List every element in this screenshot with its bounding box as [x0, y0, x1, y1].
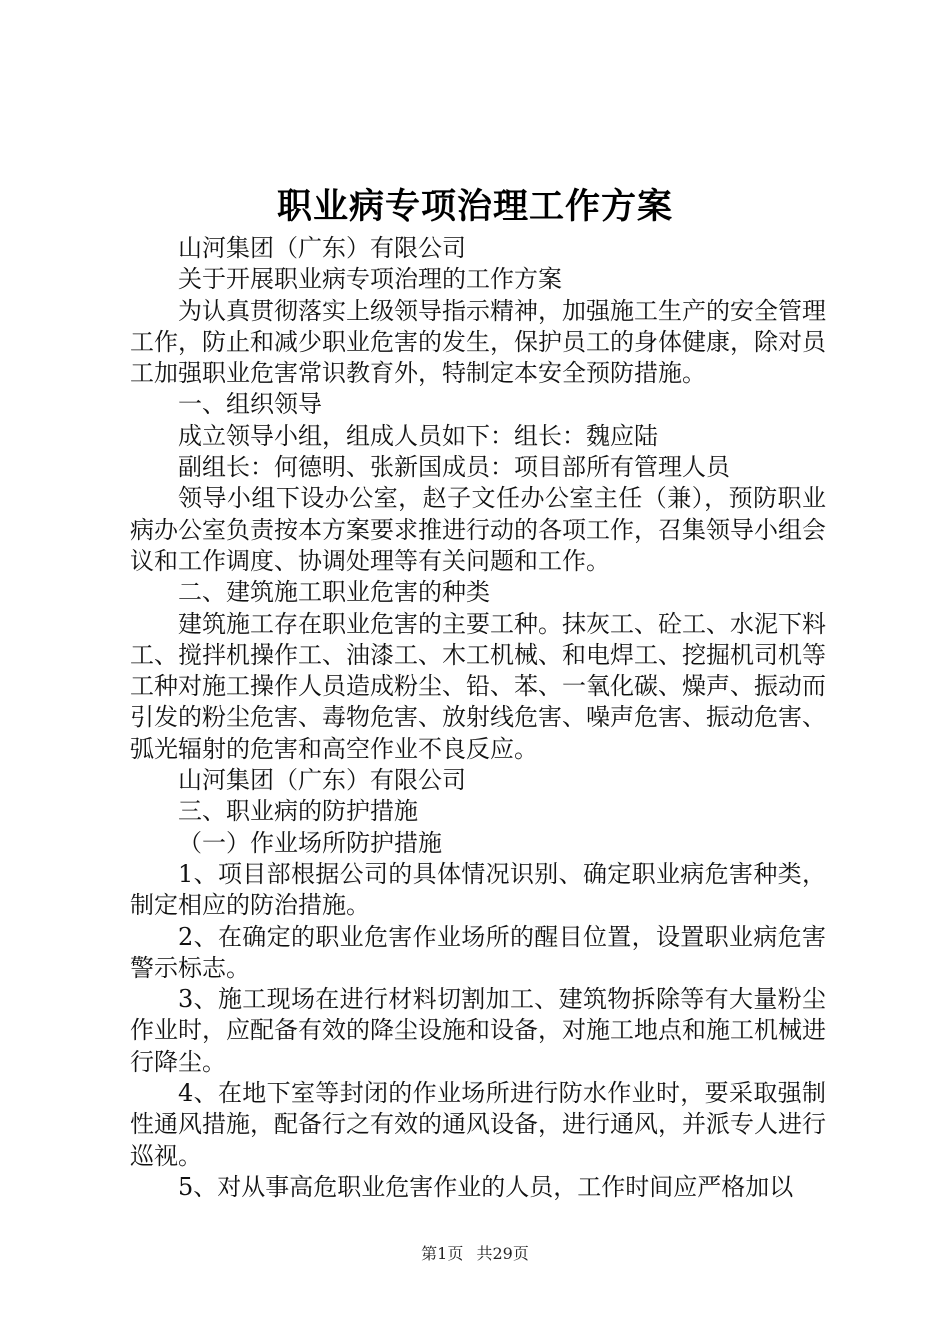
plan-subtitle: 关于开展职业病专项治理的工作方案 [178, 265, 562, 294]
company-name-line-2: 山河集团（广东）有限公司 [178, 766, 466, 795]
section-heading-organization: 一、组织领导 [178, 390, 322, 419]
measure-item-5: 5、对从事高危职业危害作业的人员，工作时间应严格加以 [178, 1172, 794, 1201]
company-name-line: 山河集团（广东）有限公司 [178, 234, 466, 262]
intro-paragraph: 为认真贯彻落实上级领导指示精神，加强施工生产的安全管理工作，防止和减少职业危害的发生，保护员工的身体健康，除对员工加强职业危害常识教育外，特制定本安全预防措施。 [130, 296, 826, 388]
subsection-heading-workplace: （一）作业场所防护措施 [178, 828, 442, 857]
hazard-types-paragraph: 建筑施工存在职业危害的主要工种。抹灰工、砼工、水泥下料工、搅拌机操作工、油漆工、木工机械、和电焊工、挖掘机司机等工种对施工操作人员造成粉尘、铅、苯、一氧化碳、燥声、振动而引发的粉尘危害、毒物危害、放射线危害、噪声危害、振动危害、弧光辐射的危害和高空作业不良反应。 [130, 609, 826, 763]
document-title: 职业病专项治理工作方案 [276, 186, 673, 227]
measure-item-4: 4、在地下室等封闭的作业场所进行防水作业时，要采取强制性通风措施，配备行之有效的通风设备，进行通风，并派专人进行巡视。 [130, 1079, 826, 1170]
page-footer [0, 1243, 950, 1265]
section-heading-hazard-types: 二、建筑施工职业危害的种类 [178, 578, 490, 607]
page-number: 第1页 [421, 1244, 464, 1263]
measure-item-3: 3、施工现场在进行材料切割加工、建筑物拆除等有大量粉尘作业时，应配备有效的降尘设施和设备，对施工地点和施工机械进行降尘。 [130, 985, 826, 1076]
document-body [130, 233, 826, 1203]
measure-item-2: 2、在确定的职业危害作业场所的醒目位置，设置职业病危害警示标志。 [130, 922, 826, 982]
page-total: 共29页 [476, 1244, 529, 1263]
leader-paragraph: 成立领导小组，组成人员如下：组长：魏应陆 [178, 421, 658, 450]
measure-item-1: 1、项目部根据公司的具体情况识别、确定职业病危害种类，制定相应的防治措施。 [130, 859, 826, 920]
office-paragraph: 领导小组下设办公室，赵子文任办公室主任（兼），预防职业病办公室负责按本方案要求推进行动的各项工作，召集领导小组会议和工作调度、协调处理等有关问题和工作。 [130, 484, 826, 575]
section-heading-protection: 三、职业病的防护措施 [178, 797, 418, 826]
deputy-leader-paragraph: 副组长：何德明、张新国成员：项目部所有管理人员 [178, 453, 730, 482]
